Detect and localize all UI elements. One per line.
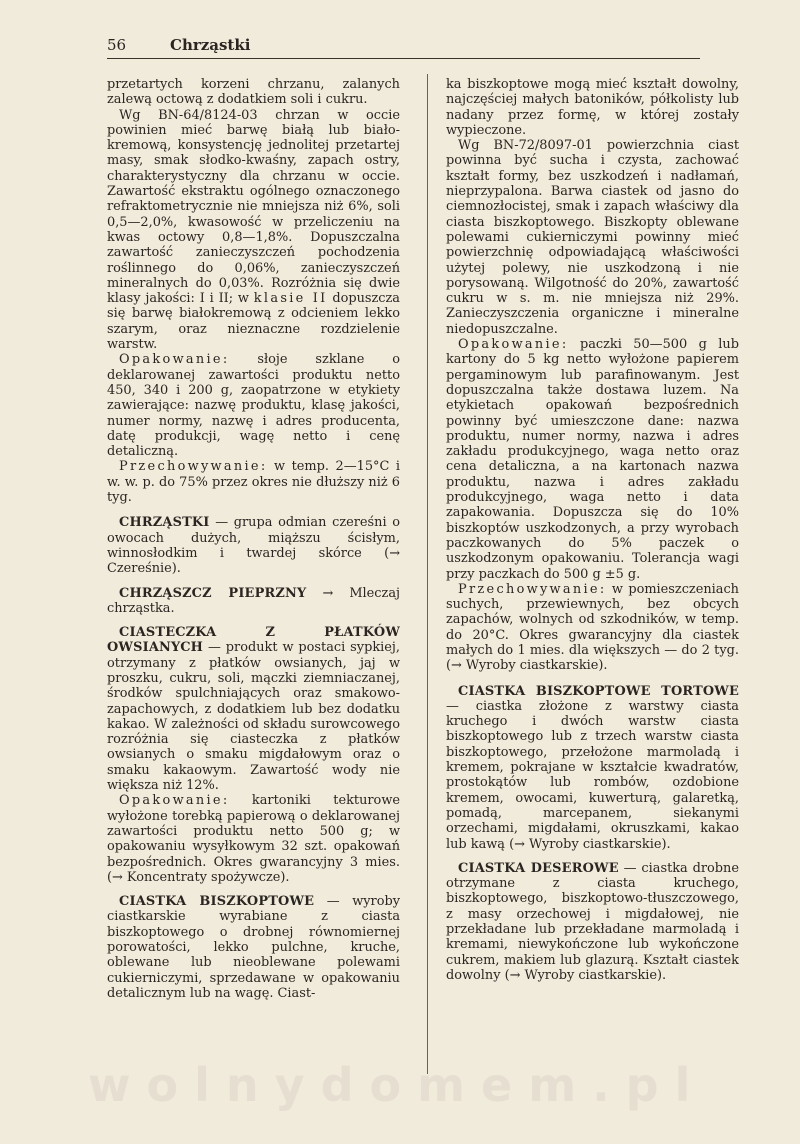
storage-paragraph: Przechowywanie: w temp. 2—15°C i w. w. p. do 75% przez okres nie dłuższy niż 6 tyg.	[107, 459, 400, 506]
paragraph: ka biszkoptowe mogą mieć kształt dowolny, najczęściej małych batoników, półkolisty lub nadany przez formę, w której zostały wypieczone.	[446, 77, 739, 138]
entry-headword: CIASTKA BISZKOPTOWE	[119, 894, 315, 910]
packaging-paragraph: Opakowanie: słoje szklane o deklarowanej zawartości produktu netto 450, 340 i 200 g, zaopatrzone w etykiety zawierające: nazwę produktu, klasę jakości, numer normy, nazwę i adres producenta, datę produkcji, wagę netto i cenę detaliczną.	[107, 352, 400, 460]
entry-headword: CIASTECZKA Z PŁATKÓW OWSIANYCH	[107, 625, 400, 656]
dictionary-entry: CIASTKA BISZKOPTOWE — wyroby ciastkarskie wyrabiane z ciasta biszkoptowego o drobnej równomiernej porowatości, lekko pulchne, kruche, oblewane lub nieoblewane polewami cukierniczymi, sprzedawane w opakowaniu detalicznym lub na wagę. Ciast-	[107, 894, 400, 1001]
paragraph: Wg BN-72/8097-01 powierzchnia ciast powinna być sucha i czysta, zachować kształt formy, bez uszkodzeń i nadłamań, nieprzypalona. Barwa ciastek od jasno do ciemnozłocistej, smak i zapach właściwy dla ciasta biszkoptowego. Biszkopty oblewane polewami cukierniczymi powinny mieć powierzchnię odpowiadającą właściwości użytej polewy, nie uszkodzoną i nie porysowaną. Wilgotność do 20%, zawartość cukru w s. m. nie mniejsza niż 29%. Zanieczyszczenia organiczne i mineralne niedopuszczalne.	[446, 138, 739, 337]
page-header	[107, 34, 700, 59]
paragraph: przetartych korzeni chrzanu, zalanych zalewą octową z dodatkiem soli i cukru.	[107, 77, 400, 108]
entry-headword: CHRZĄSZCZ PIEPRZNY	[119, 585, 307, 601]
entry-headword: CIASTKA BISZKOPTOWE TORTOWE	[458, 683, 739, 699]
column-divider	[427, 74, 428, 1074]
paragraph: Wg BN-64/8124-03 chrzan w occie powinien mieć barwę białą lub biało-kremową, konsystencję jednolitej przetartej masy, smak słodko-kwaśny, zapach ostry, charakterystyczny dla chrzanu w occie. Zawartość ekstraktu ogólnego oznaczonego refraktometrycznie nie mniejsza niż 6%, soli 0,5—2,0%, kwasowość w przeliczeniu na kwas octowy 0,8—1,8%. Dopuszczalna zawartość zanieczyszczeń pochodzenia roślinnego do 0,06%, zanieczyszczeń mineralnych do 0,03%. Rozróżnia się dwie klasy jakości: I i II; w klasie II dopuszcza się barwę białokremową z odcieniem lekko szarym, oraz nieznaczne rozdzielenie warstw.	[107, 107, 400, 353]
right-column	[446, 77, 739, 983]
section-label: Opakowanie:	[458, 337, 569, 353]
entry-headword: CHRZĄSTKI	[119, 515, 210, 531]
section-label: Opakowanie:	[119, 352, 230, 368]
section-label: Przechowywanie:	[119, 459, 268, 475]
watermark: wolnydomem.pl	[88, 1058, 707, 1112]
section-label: Opakowanie:	[119, 793, 230, 809]
dictionary-entry: CIASTKA DESEROWE — ciastka drobne otrzymane z ciasta kruchego, biszkoptowego, biszkoptowo-tłuszczowego, z masy orzechowej i migdałowej, nie przekładane lub przekładane marmoladą i kremami, niewykończone lub wykończone cukrem, makiem lub glazurą. Kształt ciastek dowolny (→ Wyroby ciastkarskie).	[446, 860, 739, 983]
entry-headword: CIASTKA DESEROWE	[458, 860, 619, 876]
storage-paragraph: Przechowywanie: w pomieszczeniach suchych, przewiewnych, bez obcych zapachów, wolnych od szkodników, w temp. do 20°C. Okres gwarancyjny dla ciastek małych do 1 mies. dla większych — do 2 tyg. (→ Wyroby ciastkarskie).	[446, 581, 739, 674]
packaging-paragraph: Opakowanie: kartoniki tekturowe wyłożone torebką papierową o deklarowanej zawartości produktu netto 500 g; w opakowaniu wysyłkowym 32 szt. opakowań bezpośrednich. Okres gwarancyjny 3 mies. (→ Koncentraty spożywcze).	[107, 793, 400, 885]
left-column	[107, 77, 400, 1001]
dictionary-entry: CHRZĄSZCZ PIEPRZNY → Mleczaj chrząstka.	[107, 585, 400, 616]
page-number: 56	[107, 36, 127, 54]
running-head: Chrząstki	[170, 36, 251, 54]
dictionary-entry: CIASTKA BISZKOPTOWE TORTOWE — ciastka złożone z warstwy ciasta kruchego i dwóch warstw ciasta biszkoptowego lub z trzech warstw ciasta biszkoptowego, przełożone marmoladą i kremem, pokrajane w kształcie kwadratów, prostokątów lub rombów, ozdobione kremem, owocami, kuwerturą, galaretką, pomadą, marcepanem, siekanymi orzechami, migdałami, okruszkami, kakao lub kawą (→ Wyroby ciastkarskie).	[446, 683, 739, 852]
dictionary-entry: CHRZĄSTKI — grupa odmian czereśni o owocach dużych, miąższu ścisłym, winnosłodkim i twardej skórce (→ Czereśnie).	[107, 515, 400, 577]
packaging-paragraph: Opakowanie: paczki 50—500 g lub kartony do 5 kg netto wyłożone papierem pergaminowym lub parafinowanym. Jest dopuszczalna także dostawa luzem. Na etykietach opakowań bezpośrednich powinny być umieszczone dane: nazwa produktu, numer normy, nazwa i adres zakładu produkcyjnego, waga netto oraz cena detaliczna, a na kartonach nazwa produktu, nazwa i adres zakładu produkcyjnego, waga netto i data zapakowania. Dopuszcza się do 10% biszkoptów uszkodzonych, a przy wyrobach paczkowanych do 5% paczek o uszkodzonym opakowaniu. Tolerancja wagi przy paczkach do 500 g ±5 g.	[446, 337, 739, 582]
dictionary-entry: CIASTECZKA Z PŁATKÓW OWSIANYCH — produkt w postaci sypkiej, otrzymany z płatków owsianych, jaj w proszku, cukru, soli, mączki ziemniaczanej, środków spulchniających oraz smakowo-zapachowych, z dodatkiem lub bez dodatku kakao. W zależności od składu surowcowego rozróżnia się ciasteczka z płatków owsianych o smaku migdałowym oraz o smaku kakaowym. Zawartość wody nie większa niż 12%.	[107, 625, 400, 794]
section-label: Przechowywanie:	[458, 581, 607, 597]
